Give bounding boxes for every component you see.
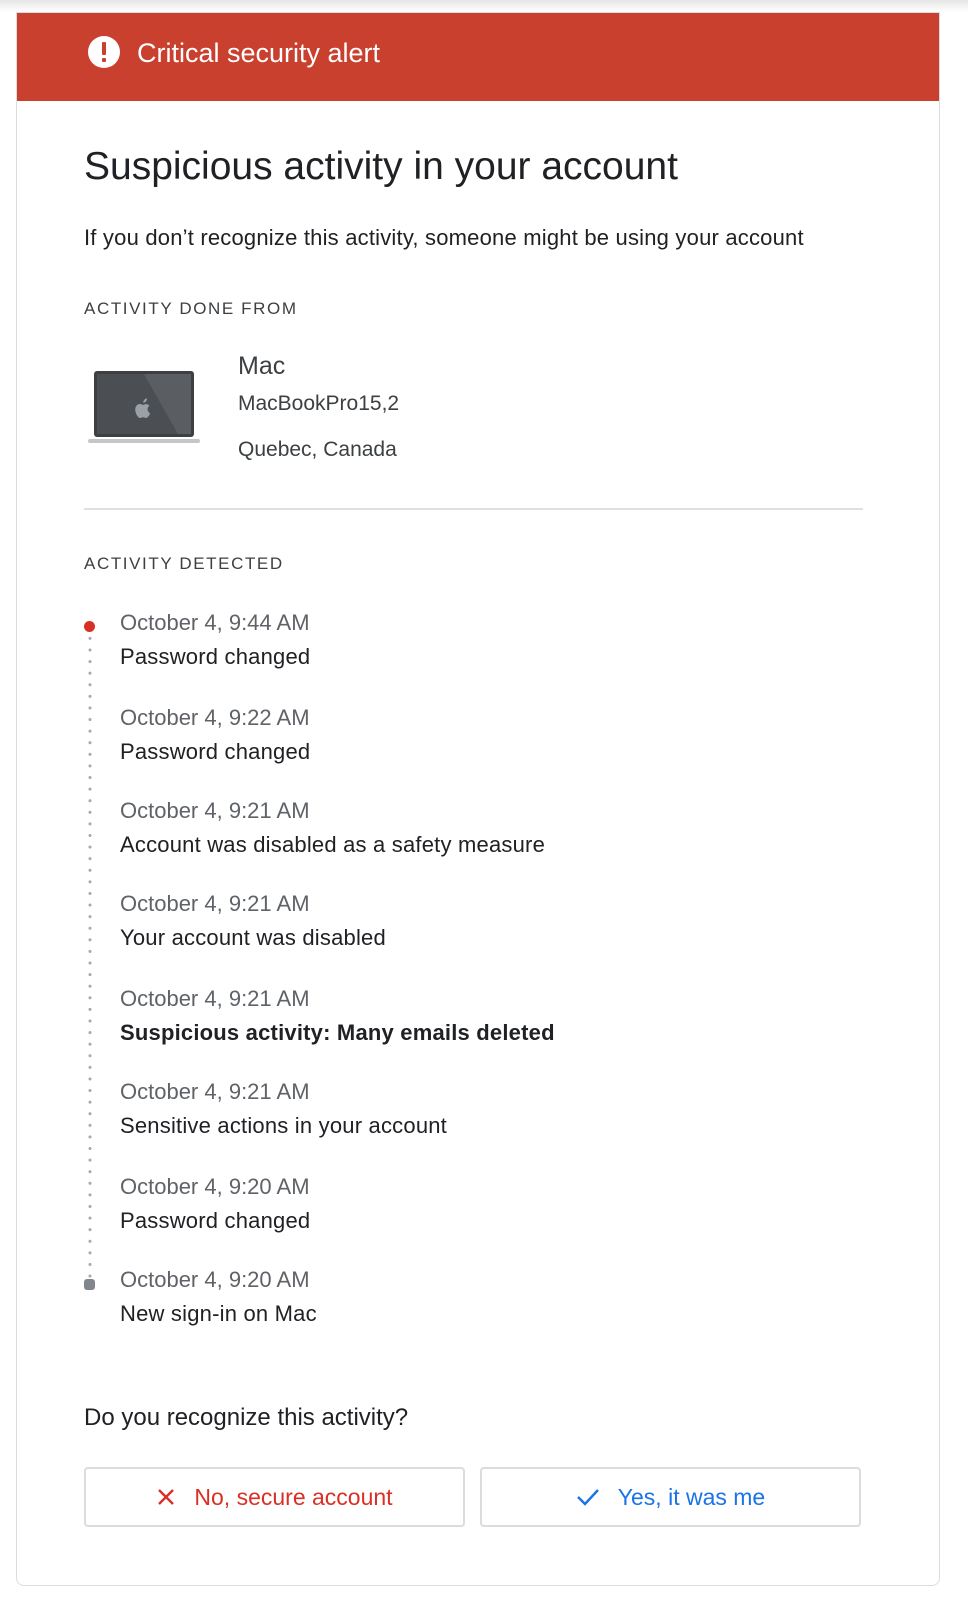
banner-title: Critical security alert: [137, 38, 381, 68]
event-description: Sensitive actions in your account: [120, 1113, 447, 1138]
timeline-dotted-line: [88, 621, 92, 1285]
close-icon: [156, 1487, 176, 1507]
top-edge-shadow: [0, 0, 968, 12]
timeline-event: [120, 985, 840, 1047]
event-time: October 4, 9:20 AM: [120, 1174, 310, 1199]
no-secure-account-button[interactable]: [84, 1467, 465, 1527]
event-time: October 4, 9:22 AM: [120, 705, 310, 730]
timeline-event: [120, 704, 840, 766]
event-description: Password changed: [120, 739, 311, 764]
security-alert-card: [16, 12, 940, 1586]
timeline-end-marker: [84, 1279, 95, 1290]
event-description: Password changed: [120, 1208, 311, 1233]
yes-it-was-me-button[interactable]: [480, 1467, 861, 1527]
laptop-icon: [88, 369, 200, 449]
activity-detected-label: ACTIVITY DETECTED: [84, 554, 284, 573]
timeline-start-marker: [84, 621, 95, 632]
event-description: Your account was disabled: [120, 925, 386, 950]
timeline-event: [120, 890, 840, 952]
event-time: October 4, 9:44 AM: [120, 610, 310, 635]
recognize-question: Do you recognize this activity?: [84, 1404, 409, 1431]
event-time: October 4, 9:21 AM: [120, 798, 310, 823]
page-subtitle: If you don’t recognize this activity, someone might be using your account: [84, 225, 804, 250]
event-description: New sign-in on Mac: [120, 1301, 317, 1326]
event-time: October 4, 9:21 AM: [120, 1079, 310, 1104]
event-description: Account was disabled as a safety measure: [120, 832, 546, 857]
event-time: October 4, 9:21 AM: [120, 891, 310, 916]
timeline-event: [120, 1266, 840, 1328]
page-title: Suspicious activity in your account: [84, 145, 678, 188]
event-description: Suspicious activity: Many emails deleted: [120, 1020, 555, 1045]
timeline-event: [120, 1078, 840, 1140]
event-description: Password changed: [120, 644, 311, 669]
no-button-label: No, secure account: [194, 1483, 393, 1510]
check-icon: [576, 1487, 600, 1507]
activity-timeline: [84, 609, 870, 1329]
device-location: Quebec, Canada: [238, 438, 397, 461]
timeline-event: [120, 1173, 840, 1235]
device-name: Mac: [238, 352, 286, 380]
yes-button-label: Yes, it was me: [617, 1483, 766, 1510]
section-divider: [84, 508, 863, 510]
timeline-event: [120, 797, 840, 859]
event-time: October 4, 9:21 AM: [120, 986, 310, 1011]
timeline-event: [120, 609, 840, 671]
alert-circle-icon: [87, 35, 121, 69]
activity-done-from-label: ACTIVITY DONE FROM: [84, 299, 298, 318]
event-time: October 4, 9:20 AM: [120, 1267, 310, 1292]
device-model: MacBookPro15,2: [238, 392, 400, 415]
alert-banner: [17, 13, 939, 101]
